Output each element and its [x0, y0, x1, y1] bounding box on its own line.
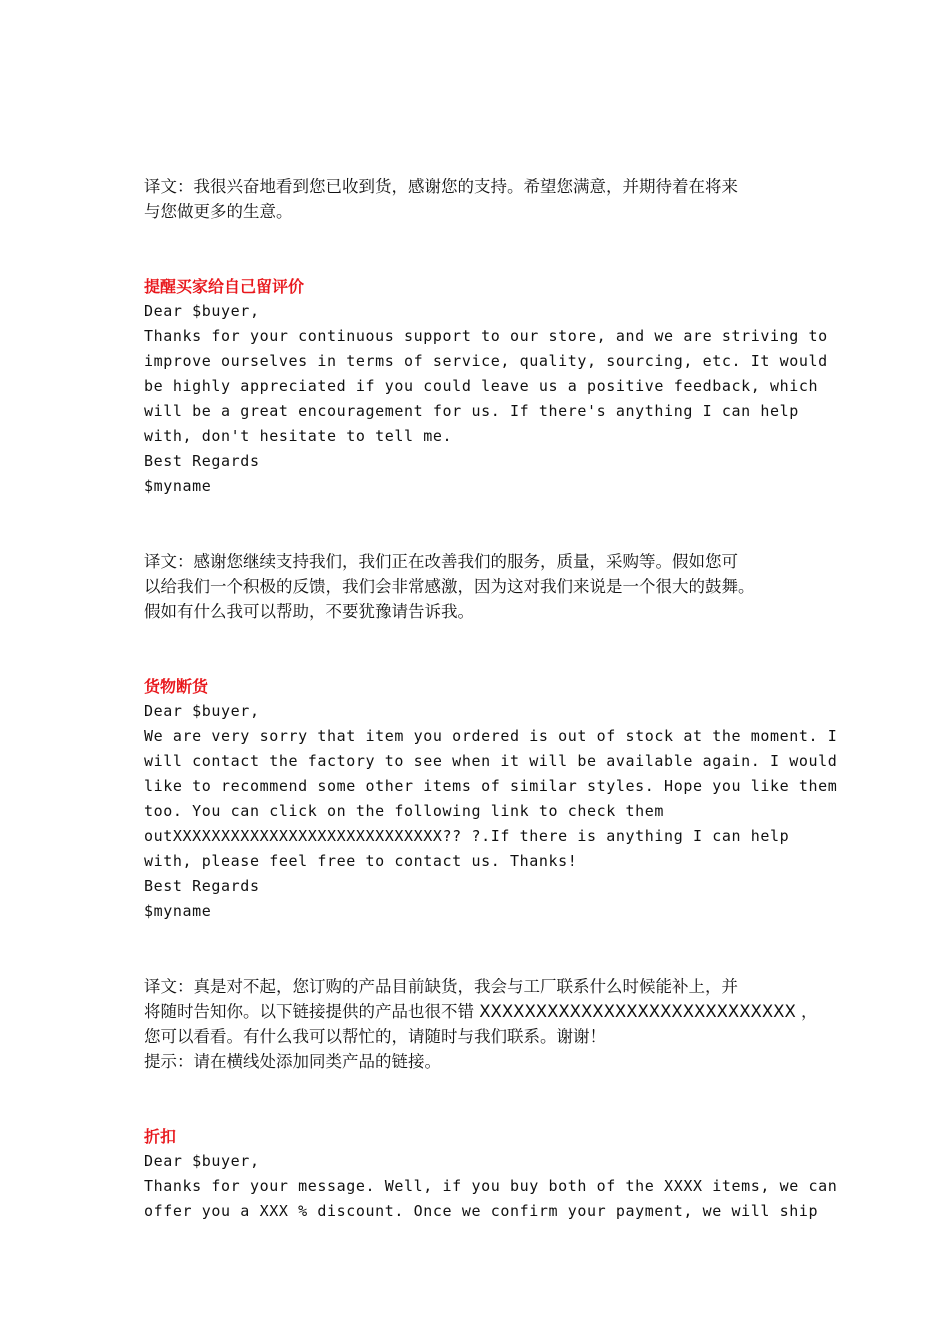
spacer: [144, 924, 824, 974]
english-line: with, please feel free to contact us. Thanks!: [144, 852, 578, 870]
section-out-of-stock: [144, 674, 838, 1074]
spacer: [144, 1074, 824, 1124]
english-line: Dear $buyer,: [144, 702, 260, 720]
translation-line: 译文：真是对不起，您订购的产品目前缺货，我会与工厂联系什么时候能补上，并: [144, 977, 738, 996]
section-discount: [144, 1124, 838, 1224]
english-line: be highly appreciated if you could leave us a positive feedback, which: [144, 377, 819, 395]
document-page: [144, 174, 838, 1224]
section-feedback-reminder: [144, 274, 828, 624]
tip-line: 提示：请在横线处添加同类产品的链接。: [144, 1052, 441, 1071]
translation-block-1: [144, 174, 824, 224]
translation-line: 译文：感谢您继续支持我们，我们正在改善我们的服务，质量，采购等。假如您可: [144, 552, 738, 571]
translation-line: 以给我们一个积极的反馈，我们会非常感激，因为这对我们来说是一个很大的鼓舞。: [144, 577, 755, 596]
section-heading: 提醒买家给自己留评价: [144, 277, 305, 296]
english-line: Thanks for your message. Well, if you buy both of the XXXX items, we can: [144, 1177, 838, 1195]
english-line: outXXXXXXXXXXXXXXXXXXXXXXXXXXXX?? ?.If there is anything I can help: [144, 827, 790, 845]
translation-line: 您可以看看。有什么我可以帮忙的，请随时与我们联系。谢谢！: [144, 1027, 606, 1046]
english-line: Best Regards: [144, 452, 260, 470]
spacer: [144, 499, 824, 549]
translation-line: 假如有什么我可以帮助，不要犹豫请告诉我。: [144, 602, 474, 621]
english-line: Thanks for your continuous support to our store, and we are striving to: [144, 327, 828, 345]
english-line: too. You can click on the following link to check them: [144, 802, 665, 820]
english-line: with, don't hesitate to tell me.: [144, 427, 453, 445]
translation-line: 与您做更多的生意。: [144, 202, 293, 221]
english-line: will be a great encouragement for us. If there's anything I can help: [144, 402, 799, 420]
english-line: Dear $buyer,: [144, 1152, 260, 1170]
english-line: $myname: [144, 902, 212, 920]
english-line: Dear $buyer,: [144, 302, 260, 320]
spacer: [144, 624, 824, 674]
english-line: $myname: [144, 477, 212, 495]
english-line: like to recommend some other items of similar styles. Hope you like them: [144, 777, 838, 795]
english-line: will contact the factory to see when it will be available again. I would: [144, 752, 838, 770]
english-line: Best Regards: [144, 877, 260, 895]
english-line: offer you a XXX % discount. Once we confirm your payment, we will ship: [144, 1202, 819, 1220]
english-line: We are very sorry that item you ordered is out of stock at the moment. I: [144, 727, 838, 745]
section-heading: 货物断货: [144, 677, 209, 696]
translation-line: 将随时告知你。以下链接提供的产品也很不错 XXXXXXXXXXXXXXXXXXXXXXXXXXXX ，: [144, 1002, 818, 1021]
section-heading: 折扣: [144, 1127, 177, 1146]
translation-line: 译文：我很兴奋地看到您已收到货，感谢您的支持。希望您满意，并期待着在将来: [144, 177, 738, 196]
spacer: [144, 224, 824, 274]
english-line: improve ourselves in terms of service, quality, sourcing, etc. It would: [144, 352, 828, 370]
